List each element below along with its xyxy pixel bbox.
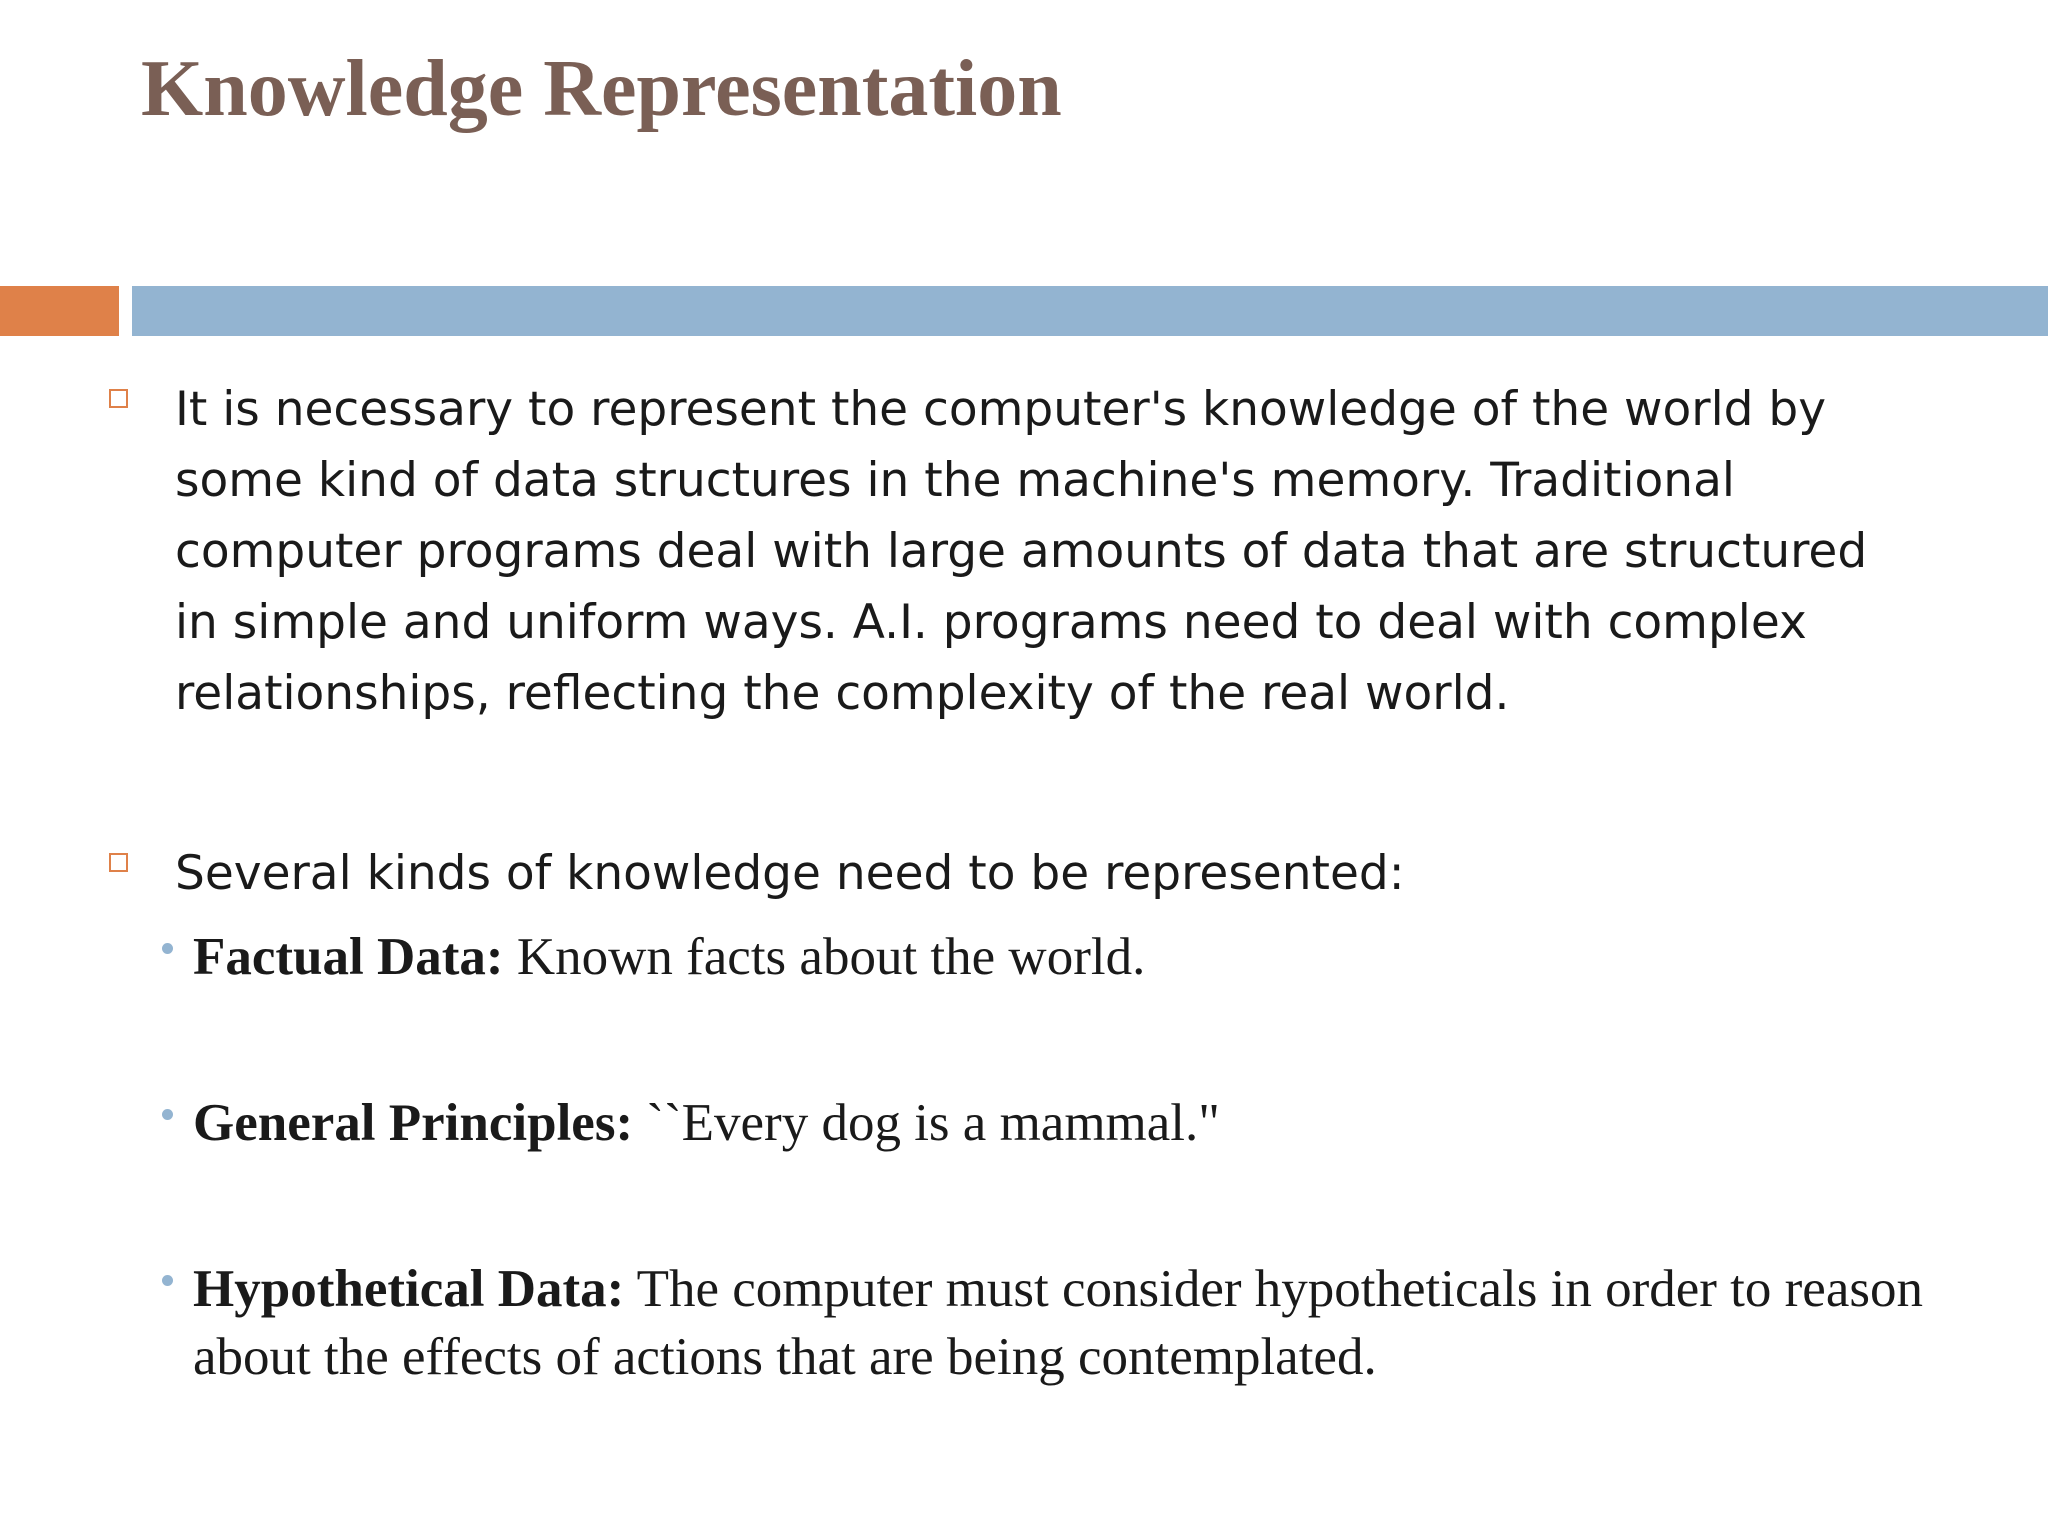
- sub-bullet-term: Hypothetical Data:: [193, 1260, 625, 1318]
- accent-bar-orange: [0, 286, 119, 336]
- sub-bullet-factual-data: [193, 922, 1145, 992]
- bullet-text-representation: It is necessary to represent the computer's knowledge of the world by some kind of data structures in the machine's memory. Traditional computer programs deal with large amounts of data that are structured in simple and uniform ways. A.I. programs need to deal with complex relationships, reflecting the complexity of the real world.: [175, 382, 1868, 721]
- square-bullet-icon: [109, 389, 128, 408]
- slide-title: Knowledge Representation: [141, 45, 1062, 133]
- sub-bullet-general-principles: [193, 1088, 1220, 1158]
- dot-bullet-icon: [162, 1275, 173, 1286]
- sub-bullet-text: Known facts about the world.: [503, 928, 1146, 986]
- square-bullet-icon: [109, 853, 128, 872]
- sub-bullet-term: Factual Data:: [193, 928, 504, 986]
- sub-bullet-text: ``Every dog is a mammal.": [633, 1094, 1220, 1152]
- dot-bullet-icon: [162, 1109, 173, 1120]
- sub-bullet-text: The computer must consider hypotheticals in order to reason about the effects of actions that are being contemplated.: [193, 1260, 1923, 1386]
- accent-bar-blue: [132, 286, 2048, 336]
- dot-bullet-icon: [162, 943, 173, 954]
- bullet-text-kinds: Several kinds of knowledge need to be represented:: [175, 846, 1405, 901]
- sub-bullet-hypothetical-data: [193, 1255, 1933, 1391]
- sub-bullet-term: General Principles:: [193, 1094, 634, 1152]
